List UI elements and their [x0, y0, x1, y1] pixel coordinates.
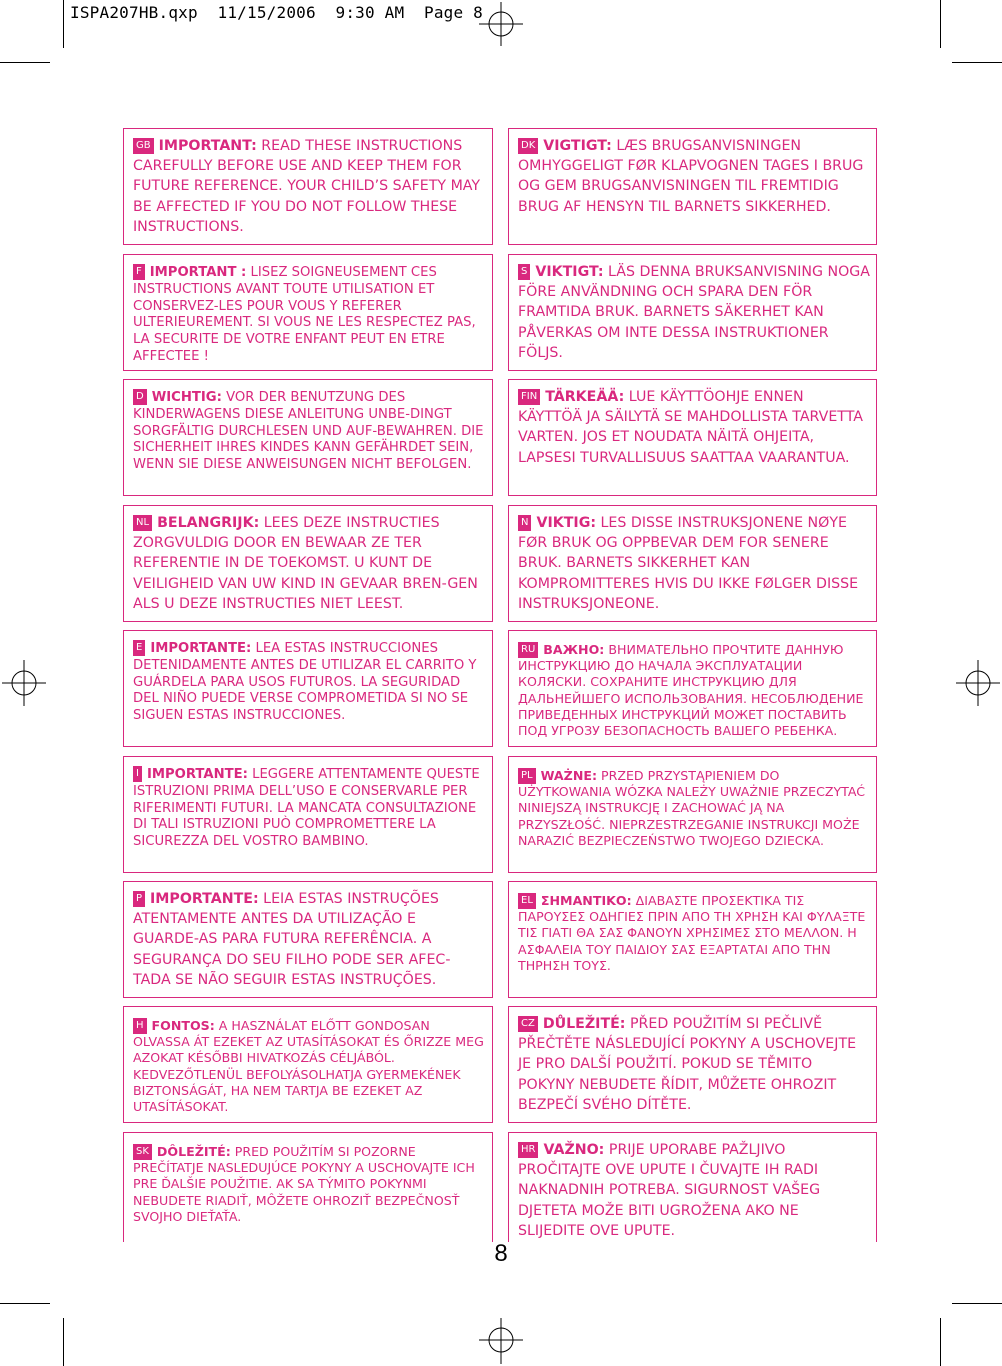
language-code-badge: FIN [518, 389, 540, 405]
notice-keyword: ВАЖНО: [543, 642, 605, 657]
notice-e [123, 630, 493, 747]
crop-mark-br-h [952, 1303, 1002, 1304]
notice-keyword: WICHTIG: [151, 390, 222, 405]
notice-text: LEIA ESTAS INSTRUÇÕES ATENTAMENTE ANTES DA UTILIZAÇÃO E GUARDE-AS PARA FUTURA REFERÊNCIA. A SEGURANÇA DO SEU FILHO PODE SER AFEC-TADA SE NÃO SEGUIR ESTAS INSTRUÇÕES. [133, 891, 451, 988]
notice-pl [508, 756, 877, 873]
notice-sk [123, 1132, 493, 1242]
crop-mark-tr-v [940, 0, 941, 48]
notice-text: READ THESE INSTRUCTIONS CAREFULLY BEFORE USE AND KEEP THEM FOR FUTURE REFERENCE. YOUR CHILD’S SAFETY MAY BE AFFECTED IF YOU DO NOT FOLLOW THESE INSTRUCTIONS. [133, 138, 481, 235]
language-code-badge: E [133, 640, 145, 656]
notice-ru [508, 630, 877, 747]
language-code-badge: HR [518, 1142, 538, 1158]
crop-mark-bl-h [0, 1303, 50, 1304]
notice-text: PRZED PRZYSTĄPIENIEM DO UŻYTKOWANIA WÓZKA NALEŻY UWAŻNIE PRZECZYTAĆ NINIEJSZĄ INSTRUKCJĘ I ZACHOWAĆ JĄ NA PRZYSZŁOŚĆ. NIEPRZESTRZEGANIE INSTRUKCJI MOŻE NARAZIĆ BEZPIECZEŃSTWO TWOJEGO DZIECKA. [518, 768, 866, 848]
notice-keyword: DŮLEŽITÉ: [542, 1016, 626, 1032]
notice-text: PRED POUŽITÍM SI POZORNE PREČÍTATJE NASLEDUJÚCE POKYNY A USCHOVAJTE ICH PRE ĎALŠIE POUŽITIE. AK SA TÝMITO POKYNMI NEBUDETE RIADIŤ, MÔŽETE OHROZIŤ BEZPEČNOSŤ SVOJHO DIEŤAŤA. [133, 1144, 475, 1224]
notice-keyword: IMPORTANT : [149, 265, 247, 280]
notice-fin [508, 379, 877, 496]
notice-nl [123, 505, 493, 622]
language-code-badge: NL [133, 515, 152, 531]
notice-el [508, 881, 877, 998]
language-code-badge: SK [133, 1144, 152, 1160]
language-code-badge: DK [518, 138, 538, 154]
crop-mark-br-v [940, 1318, 941, 1366]
notice-h [123, 1006, 493, 1123]
crop-mark-tr-h [952, 62, 1002, 63]
notice-text: LUE KÄYTTÖOHJE ENNEN KÄYTTÖÄ JA SÄILYTÄ SE MAHDOLLISTA TARVETTA VARTEN. JOS ET NOUDATA NÄITÄ OHJEITA, LAPSESI TURVALLISUUS SAATTAA VAARANTUA. [518, 389, 863, 466]
language-code-badge: D [133, 389, 147, 405]
notice-text: LEGGERE ATTENTAMENTE QUESTE ISTRUZIONI PRIMA DELL’USO E CONSERVARLE PER RIFERIMENTI FUTURI. LA MANCATA CONSULTAZIONE DI TALI ISTRUZIONI PUÒ COMPROMETTERE LA SICUREZZA DEL VOSTRO BAMBINO. [133, 767, 480, 850]
notice-cz [508, 1006, 877, 1123]
registration-mark-bottom-icon [476, 1318, 526, 1366]
language-code-badge: I [133, 766, 142, 782]
registration-mark-left-icon [0, 658, 50, 708]
notice-f [123, 254, 493, 371]
notice-i [123, 756, 493, 873]
notice-s [508, 254, 877, 371]
notice-keyword: IMPORTANTE: [150, 641, 252, 656]
language-code-badge: H [133, 1018, 147, 1034]
crop-mark-bl-v [63, 1318, 64, 1366]
notice-text: PRIJE UPORABE PAŽLJIVO PROČITAJTE OVE UPUTE I ČUVAJTE IH RADI NAKNADNIH POTREBA. SIGURNOST VAŠEG DJETETA MOŽE BITI UGROŽENA AKO NE SLIJEDITE OVE UPUTE. [518, 1142, 821, 1239]
language-code-badge: S [518, 264, 530, 280]
registration-mark-right-icon [952, 658, 1002, 708]
notice-keyword: DÔLEŽITÉ: [156, 1144, 231, 1159]
language-code-badge: RU [518, 642, 538, 658]
notice-keyword: VIKTIGT: [535, 264, 604, 280]
notice-keyword: IMPORTANTE: [150, 891, 259, 907]
print-slug: ISPA207HB.qxp 11/15/2006 9:30 AM Page 8 [70, 3, 483, 22]
notice-text: LEA ESTAS INSTRUCCIONES DETENIDAMENTE ANTES DE UTILIZAR EL CARRITO Y GUÁRDELA PARA USOS FUTUROS. LA SEGURIDAD DEL NIÑO PUEDE VERSE COMPROMETIDA SI NO SE SIGUEN ESTAS INSTRUCCIONES. [133, 641, 477, 724]
language-code-badge: CZ [518, 1016, 538, 1032]
notice-keyword: VIGTIGT: [543, 138, 612, 154]
notice-text: PŘED POUŽITÍM SI PEČLIVĚ PŘEČTĚTE NÁSLEDUJÍCÍ POKYNY A USCHOVEJTE JE PRO DALŠÍ POUŽITÍ. POKUD SE TĚMITO POKYNY NEBUDETE ŘÍDIT, MŮŽETE OHROZIT BEZPEČÍ SVÉHO DÍTĚTE. [518, 1016, 857, 1113]
notice-gb [123, 128, 493, 245]
notice-text: LÄS DENNA BRUKSANVISNING NOGA FÖRE ANVÄNDNING OCH SPARA DEN FÖR FRAMTIDA BRUK. BARNETS SÄKERHET KAN PÅVERKAS OM INTE DESSA INSTRUKTIONER FÖLJS. [518, 264, 870, 361]
notice-text: LEES DEZE INSTRUCTIES ZORGVULDIG DOOR EN BEWAAR ZE TER REFERENTIE IN DE TOEKOMST. U KUNT DE VEILIGHEID VAN UW KIND IN GEVAAR BREN-GEN ALS U DEZE INSTRUCTIES NIET LEEST. [133, 515, 478, 612]
registration-mark-top-icon [476, 0, 526, 46]
notice-keyword: ΣΗΜΑΝΤΙΚΟ: [540, 893, 632, 908]
notice-hr [508, 1132, 877, 1242]
notice-text: A HASZNÁLAT ELŐTT GONDOSAN OLVASSA ÁT EZEKET AZ UTASÍTÁSOKAT ÉS ŐRIZZE MEG AZOKAT KÉSŐBBI HIVATKOZÁS CÉLJÁBÓL. KEDVEZŐTLENÜL BEFOLYÁSOLHATJA GYERMEKÉNEK BIZTONSÁGÁT, HA NEM TARTJA BE EZEKET AZ UTASÍTÁSOKAT. [133, 1018, 484, 1115]
notice-dk [508, 128, 877, 245]
notice-text: ВНИМАТЕЛЬНО ПРОЧТИТЕ ДАННУЮ ИНСТРУКЦИЮ ДО НАЧАЛА ЭКСПЛУАТАЦИИ КОЛЯСКИ. СОХРАНИТЕ ИНСТРУКЦИЮ ДЛЯ ДАЛЬНЕЙШЕГО ИСПОЛЬЗОВАНИЯ. НЕСОБЛЮДЕНИЕ ПРИВЕДЕННЫХ ИНСТРУКЦИЙ МОЖЕТ ПОСТАВИТЬ ПОД УГРОЗУ БЕЗОПАСНОСТЬ ВАШЕГО РЕБЕНКА. [518, 642, 864, 739]
notice-text: ΔΙΑΒΑΣΤΕ ΠΡΟΣΕΚΤΙΚΑ ΤΙΣ ΠΑΡΟΥΣΕΣ ΟΔΗΓΙΕΣ ΠΡΙΝ ΑΠΟ ΤΗ ΧΡΗΣΗ ΚΑΙ ΦΥΛΑΞΤΕ ΤΙΣ ΓΙΑΤΙ ΘΑ ΣΑΣ ΦΑΝΟΥΝ ΧΡΗΣΙΜΕΣ ΣΤΟ ΜΕΛΛΟΝ. Η ΑΣΦΑΛΕΙΑ ΤΟΥ ΠΑΙΔΙΟΥ ΣΑΣ ΕΞΑΡΤΑΤΑΙ ΑΠΟ ΤΗΝ ΤΗΡΗΣΗ ΤΟΥΣ. [518, 893, 866, 973]
notice-keyword: TÄRKEÄÄ: [545, 389, 625, 405]
notice-keyword: VAŽNO: [543, 1142, 605, 1158]
notice-keyword: IMPORTANT: [158, 138, 257, 154]
language-code-badge: N [518, 515, 531, 531]
notice-p [123, 881, 493, 998]
notice-keyword: WAŻNE: [540, 768, 597, 783]
language-code-badge: PL [518, 768, 536, 784]
language-code-badge: EL [518, 893, 536, 909]
page-number: 8 [494, 1240, 508, 1267]
notice-text: LÆS BRUGSANVISNINGEN OMHYGGELIGT FØR KLAPVOGNEN TAGES I BRUG OG GEM BRUGSANVISNINGEN TIL FREMTIDIG BRUG AF HENSYN TIL BARNETS SIKKERHED. [518, 138, 864, 215]
crop-mark-tl-h [0, 62, 50, 63]
language-code-badge: F [133, 264, 145, 280]
notice-text: VOR DER BENUTZUNG DES KINDERWAGENS DIESE ANLEITUNG UNBE-DINGT SORGFÄLTIG DURCHLESEN UND AUF-BEWAHREN. DIE SICHERHEIT IHRES KINDES KANN GEFÄHRDET SEIN, WENN SIE DIESE ANWEISUNGEN NICHT BEFOLGEN. [133, 390, 484, 473]
notice-keyword: FONTOS: [151, 1018, 215, 1033]
notice-text: LISEZ SOIGNEUSEMENT CES INSTRUCTIONS AVANT TOUTE UTILISATION ET CONSERVEZ-LES POUR VOUS Y REFERER ULTERIEUREMENT. SI VOUS NE LES RESPECTEZ PAS, LA SECURITE DE VOTRE ENFANT PEUT EN ETRE AFFECTEE ! [133, 265, 476, 364]
notice-keyword: BELANGRIJK: [157, 515, 260, 531]
notice-d [123, 379, 493, 496]
language-code-badge: GB [133, 138, 154, 154]
notice-keyword: VIKTIG: [536, 515, 597, 531]
notice-keyword: IMPORTANTE: [146, 767, 248, 782]
notice-n [508, 505, 877, 622]
language-code-badge: P [133, 891, 145, 907]
crop-mark-tl-v [63, 0, 64, 48]
notice-text: LES DISSE INSTRUKSJONENE NØYE FØR BRUK OG OPPBEVAR DEM FOR SENERE BRUK. BARNETS SIKKERHET KAN KOMPROMITTERES HVIS DU IKKE FØLGER DISSE INSTRUKSJONEONE. [518, 515, 859, 612]
